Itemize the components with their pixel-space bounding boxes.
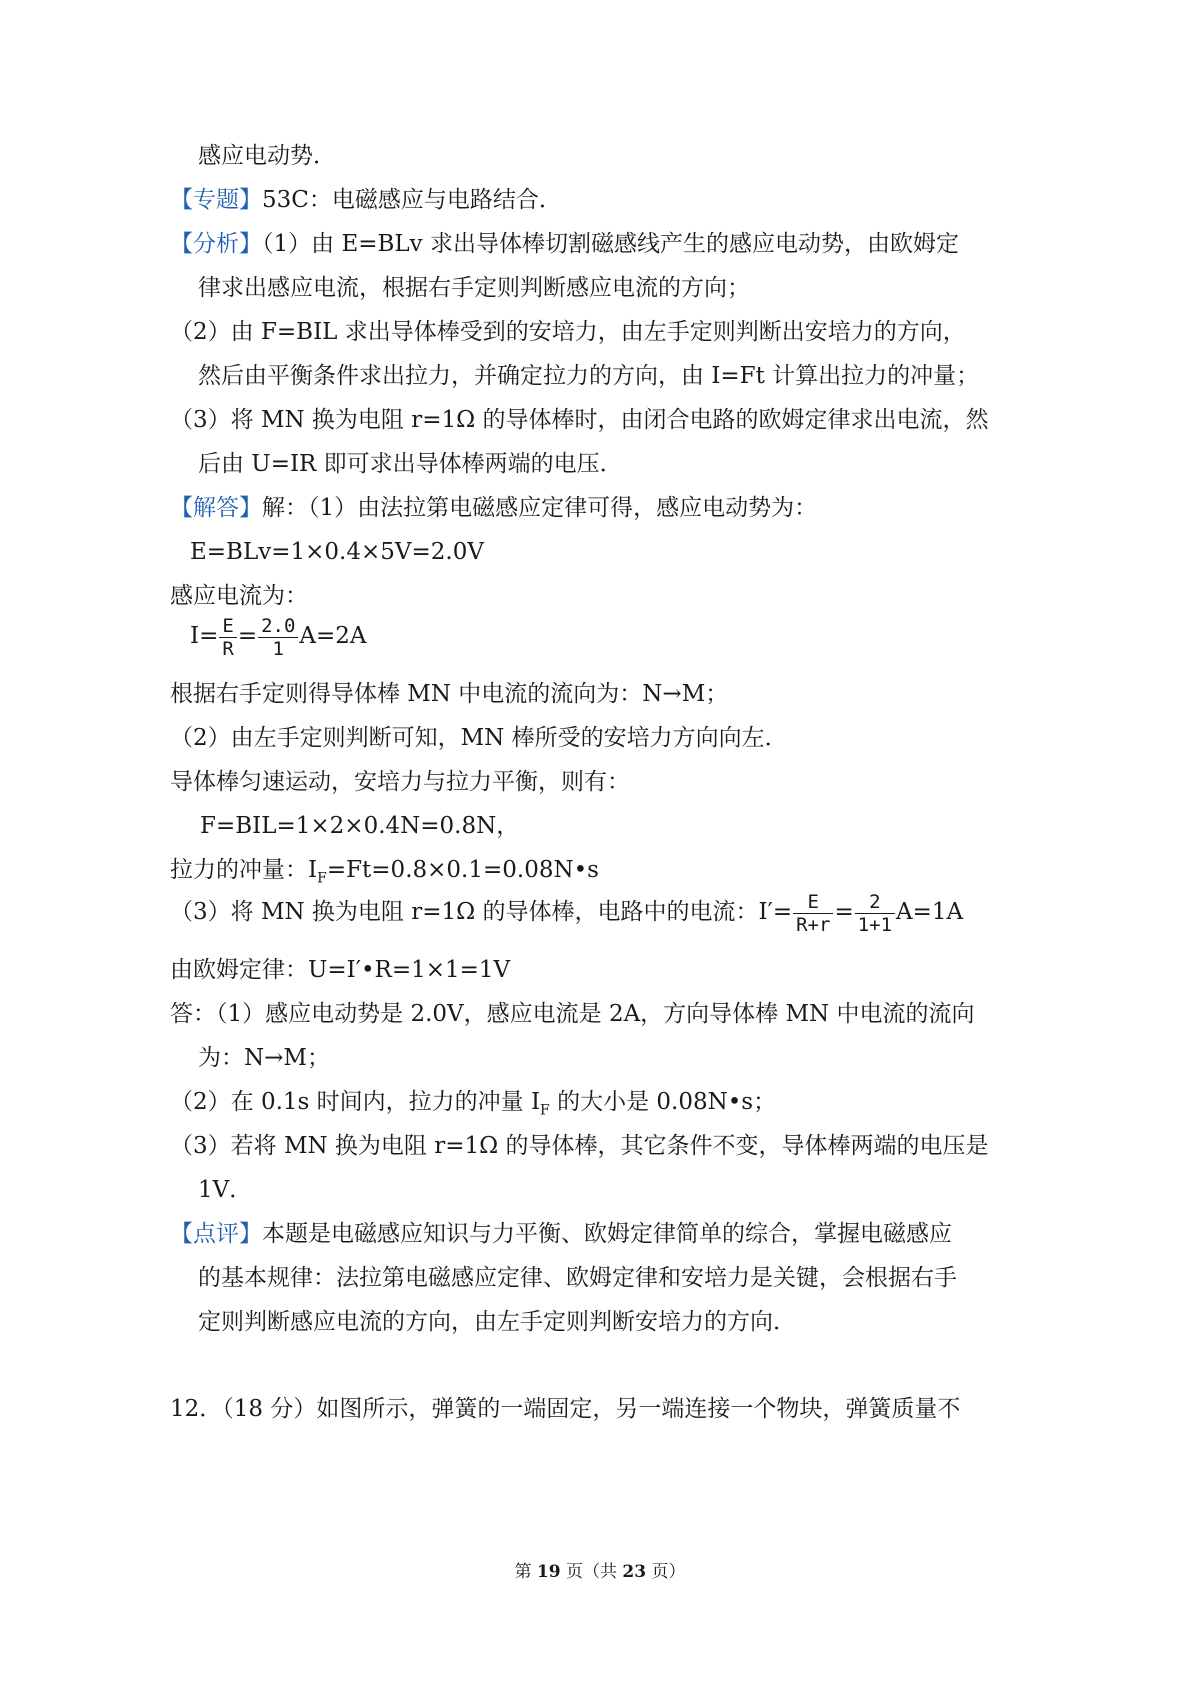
answer-line: 答：（1）感应电动势是 2.0V，感应电流是 2A，方向导体棒 MN 中电流的流向 bbox=[170, 1001, 975, 1027]
impulse-prefix: 拉力的冲量：I bbox=[170, 857, 318, 883]
eq1-prefix: I= bbox=[190, 623, 219, 649]
equation-current bbox=[190, 614, 367, 660]
numerator: E bbox=[793, 891, 833, 914]
fraction-e-over-r bbox=[219, 615, 236, 660]
numerator: 2.0 bbox=[258, 615, 298, 638]
equals-sign: = bbox=[237, 623, 258, 649]
text-line: （2）由左手定则判断可知，MN 棒所受的安培力方向向左． bbox=[170, 725, 788, 751]
zhuanti-tag: 【专题】 bbox=[170, 187, 262, 213]
fenxi-line bbox=[170, 229, 959, 259]
jieda-line bbox=[170, 493, 817, 523]
denominator: R bbox=[222, 637, 234, 660]
impulse-value: =Ft=0.8×0.1=0.08N•s bbox=[326, 857, 599, 883]
text-line: 感应电动势． bbox=[198, 143, 336, 169]
subscript: F bbox=[317, 870, 327, 887]
answer-impulse-prefix: （2）在 0.1s 时间内，拉力的冲量 I bbox=[170, 1089, 541, 1115]
text-line: （2）由 F=BIL 求出导体棒受到的安培力，由左手定则判断出安培力的方向， bbox=[170, 319, 966, 345]
text-line: 为：N→M； bbox=[198, 1045, 330, 1071]
numerator: E bbox=[219, 615, 236, 638]
text-line: 感应电流为： bbox=[170, 583, 308, 609]
text-line: 1V． bbox=[198, 1177, 253, 1203]
subscript: F bbox=[540, 1102, 550, 1119]
dianping-line bbox=[170, 1219, 952, 1249]
fenxi-text: （1）由 E=BLv 求出导体棒切割磁感线产生的感应电动势，由欧姆定 bbox=[262, 231, 959, 257]
dianping-tag: 【点评】 bbox=[170, 1221, 262, 1247]
fenxi-tag: 【分析】 bbox=[170, 231, 262, 257]
denominator: 1 bbox=[272, 637, 284, 660]
current-r-prefix: （3）将 MN 换为电阻 r=1Ω 的导体棒，电路中的电流：I′= bbox=[170, 899, 793, 925]
jieda-tag: 【解答】 bbox=[170, 495, 262, 521]
answer-impulse-line bbox=[170, 1087, 776, 1117]
text-line: 律求出感应电流，根据右手定则判断感应电流的方向； bbox=[198, 275, 750, 301]
eq1-result: A=2A bbox=[299, 623, 367, 649]
impulse-line bbox=[170, 855, 599, 885]
eq2-result: A=1A bbox=[896, 899, 964, 925]
footer-post: 页） bbox=[646, 1562, 686, 1582]
current-page-number: 19 bbox=[536, 1562, 561, 1582]
equals-sign: = bbox=[834, 899, 854, 925]
text-line: 根据右手定则得导体棒 MN 中电流的流向为：N→M； bbox=[170, 681, 729, 707]
equation-force: F=BIL=1×2×0.4N=0.8N， bbox=[200, 813, 520, 839]
fraction-values bbox=[258, 615, 298, 660]
text-line: 由欧姆定律：U=I′•R=1×1=1V bbox=[170, 957, 511, 983]
page-footer bbox=[0, 1560, 1200, 1584]
fraction-e-over-rr bbox=[793, 891, 833, 936]
text-line: 然后由平衡条件求出拉力，并确定拉力的方向，由 I=Ft 计算出拉力的冲量； bbox=[198, 363, 980, 389]
dianping-text: 本题是电磁感应知识与力平衡、欧姆定律简单的综合，掌握电磁感应 bbox=[262, 1221, 952, 1247]
current-r-line bbox=[170, 890, 963, 936]
text-line: 导体棒匀速运动，安培力与拉力平衡，则有： bbox=[170, 769, 630, 795]
text-line: 定则判断感应电流的方向，由左手定则判断安培力的方向． bbox=[198, 1309, 796, 1335]
footer-mid: 页（共 bbox=[560, 1562, 623, 1582]
denominator: 1+1 bbox=[857, 913, 893, 936]
footer-pre: 第 bbox=[514, 1562, 537, 1582]
zhuanti-text: 53C：电磁感应与电路结合． bbox=[262, 187, 562, 213]
text-line: （3）将 MN 换为电阻 r=1Ω 的导体棒时，由闭合电路的欧姆定律求出电流，然 bbox=[170, 407, 989, 433]
text-line: （3）若将 MN 换为电阻 r=1Ω 的导体棒，其它条件不变，导体棒两端的电压是 bbox=[170, 1133, 989, 1159]
question-12-line: 12．（18 分）如图所示，弹簧的一端固定，另一端连接一个物块，弹簧质量不 bbox=[170, 1396, 961, 1422]
total-page-number: 23 bbox=[622, 1562, 647, 1582]
text-line: 的基本规律：法拉第电磁感应定律、欧姆定律和安培力是关键，会根据右手 bbox=[198, 1265, 957, 1291]
jieda-text: 解：（1）由法拉第电磁感应定律可得，感应电动势为： bbox=[262, 495, 818, 521]
equation-emf: E=BLv=1×0.4×5V=2.0V bbox=[190, 539, 484, 565]
numerator: 2 bbox=[855, 891, 895, 914]
fraction-values bbox=[855, 891, 895, 936]
text-line: 后由 U=IR 即可求出导体棒两端的电压． bbox=[198, 451, 623, 477]
answer-impulse-value: 的大小是 0.08N•s； bbox=[549, 1089, 777, 1115]
zhuanti-line bbox=[170, 185, 562, 215]
denominator: R+r bbox=[796, 913, 831, 936]
